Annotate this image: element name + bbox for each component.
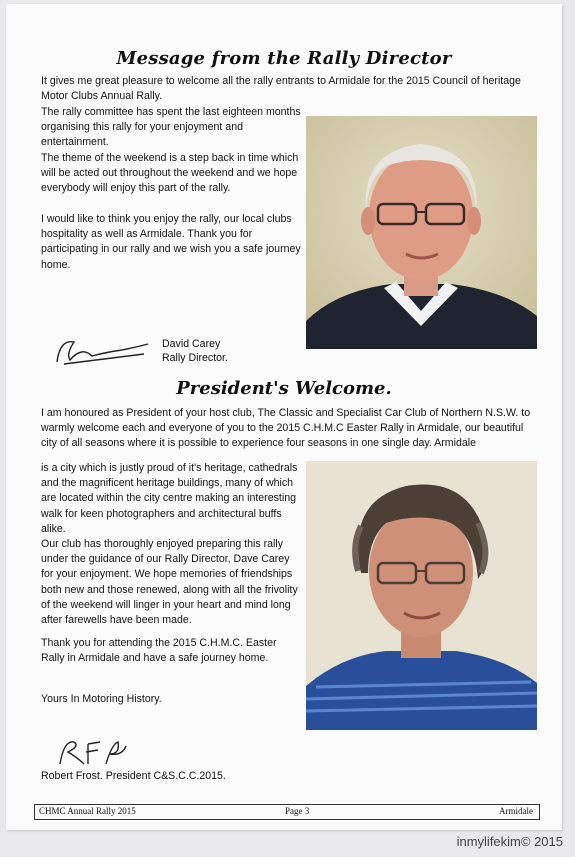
president-paragraph-1: is a city which is justly proud of it's heritage, cathedrals and the magnificent heritage buildings, many of which are located within the city centre making an interesting walk for keen photographers and architectural buffs alike. <box>41 462 298 535</box>
president-paragraph-3: Thank you for attending the 2015 C.H.M.C. Easter Rally in Armidale and have a safe journey home. <box>41 637 277 665</box>
president-signoff: Robert Frost. President C&S.C.C.2015. <box>41 770 226 782</box>
president-intro: I am honoured as President of your host club, The Classic and Specialist Car Club of Northern N.S.W. to warmly welcome each and everyone of you to the 2015 C.H.M.C Easter Rally in Armidale, our beautiful city of all seasons where it is possible to experience four seasons in one single day. Armidale <box>41 407 531 450</box>
page-footer <box>34 804 540 820</box>
director-portrait <box>306 116 537 349</box>
footer-page-number: Page 3 <box>285 806 310 816</box>
director-name: David Carey <box>162 338 221 350</box>
president-signature <box>54 734 134 768</box>
director-signature <box>52 334 152 368</box>
president-portrait <box>306 461 537 730</box>
president-heading: President's Welcome. <box>176 378 392 399</box>
director-role: Rally Director. <box>162 352 228 364</box>
brochure-page <box>6 4 562 830</box>
director-intro: It gives me great pleasure to welcome all the rally entrants to Armidale for the 2015 Council of heritage Motor Clubs Annual Rally. <box>41 75 521 103</box>
director-paragraph-1: The rally committee has spent the last eighteen months organising this rally for your enjoyment and entertainment. <box>41 106 301 149</box>
president-paragraph-2: Our club has thoroughly enjoyed preparing this rally under the guidance of our Rally Director, Dave Carey for your enjoyment. We hope memories of friendships both new and those renewed, along with all the frivolity of the weekend will linger in your heart and mind long after farewells have been made. <box>41 538 298 627</box>
watermark: inmylifekim© 2015 <box>456 834 563 849</box>
director-paragraph-2: The theme of the weekend is a step back in time which will be acted out throughout the weekend and we hope everybody will enjoy this part of the rally. <box>41 152 299 195</box>
director-paragraph-3: I would like to think you enjoy the rally, our local clubs hospitality as well as Armidale. Thank you for participating in our rally and we wish you a safe journey home. <box>41 213 301 271</box>
director-heading: Message from the Rally Director <box>116 48 452 69</box>
footer-left: CHMC Annual Rally 2015 <box>39 806 136 816</box>
president-closing: Yours In Motoring History. <box>41 693 162 705</box>
footer-right: Armidale <box>499 806 533 816</box>
